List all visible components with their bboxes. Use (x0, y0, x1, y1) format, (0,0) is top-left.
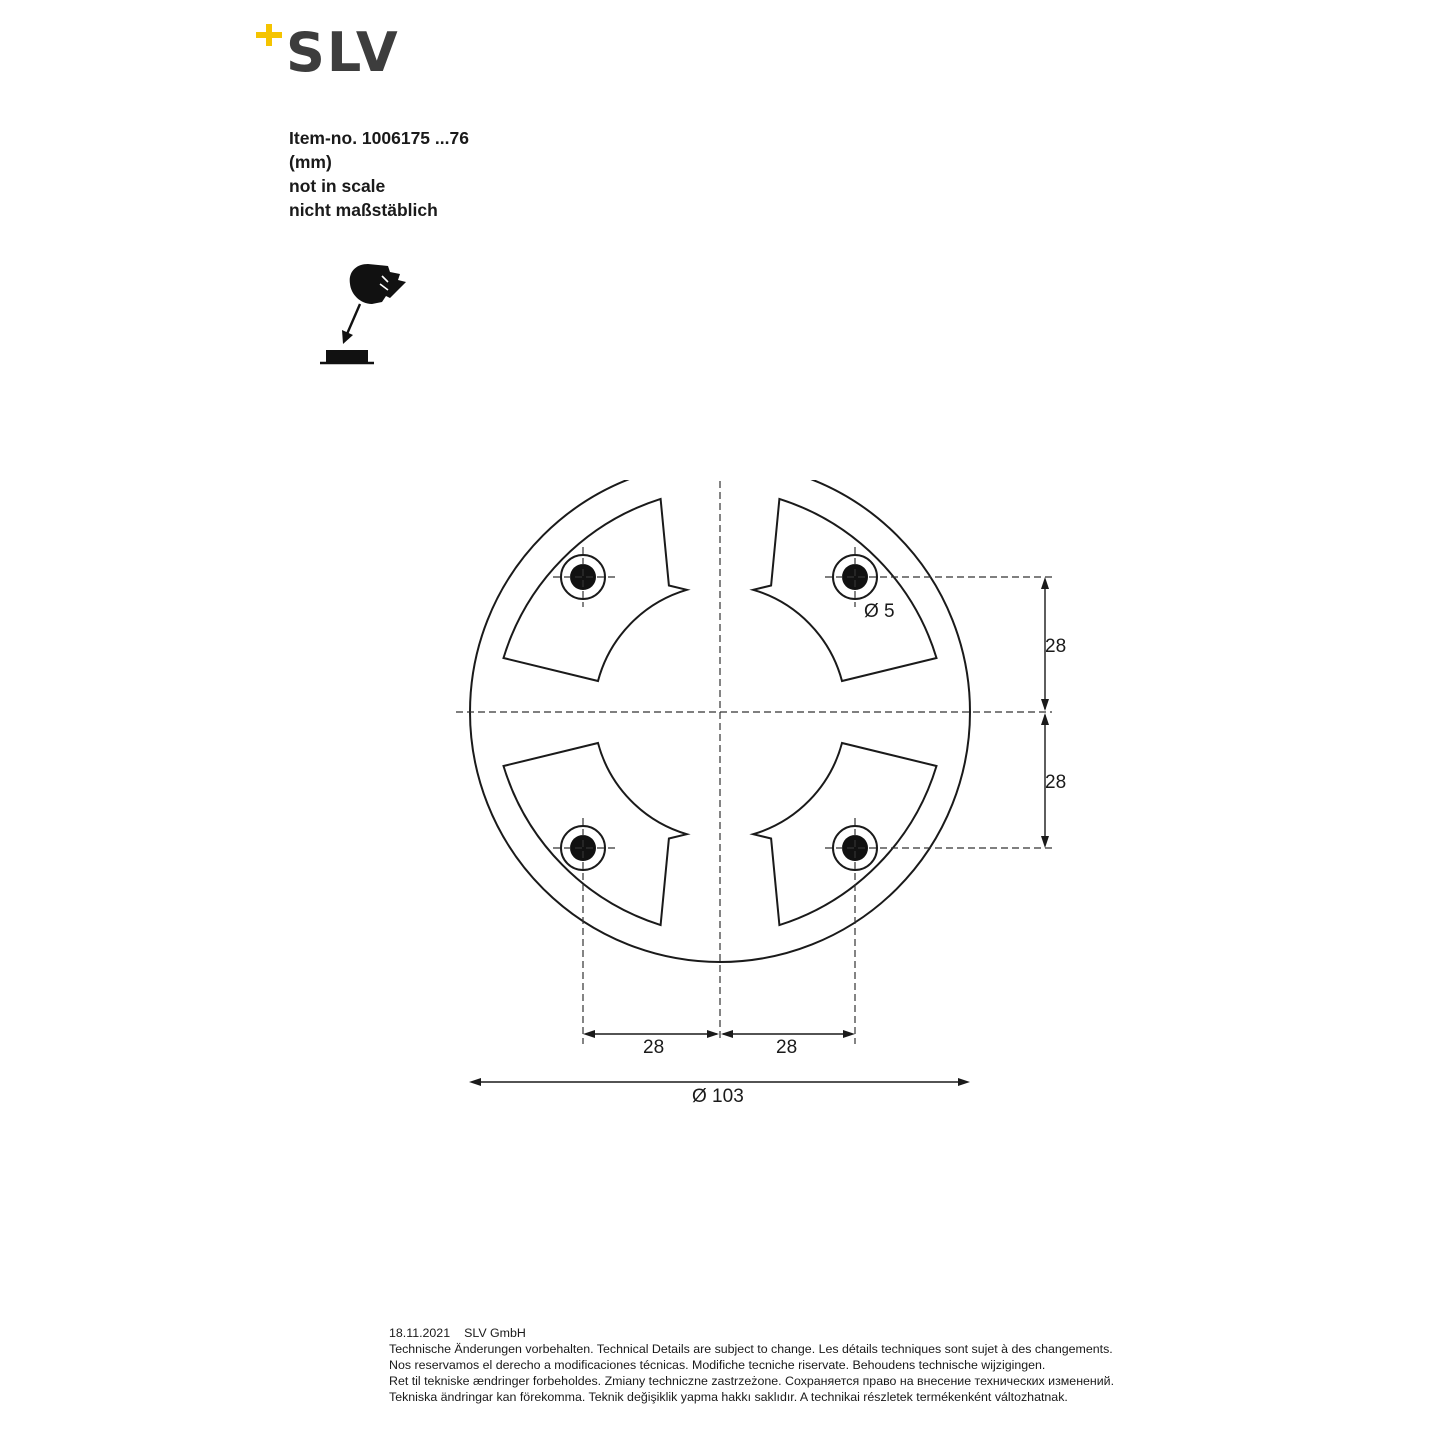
unit-label: (mm) (289, 152, 332, 172)
item-number: Item-no. 1006175 ...76 (289, 128, 469, 148)
scale-note-de: nicht maßstäblich (289, 200, 438, 220)
footer-line: Tekniska ändringar kan förekomma. Teknik değişiklik yapma hakkı saklıdır. A technikai részletek termékenként változhatnak. (389, 1390, 1068, 1404)
footer-disclaimer (389, 1325, 1114, 1405)
sector-top-left (504, 499, 687, 681)
footer-company: SLV GmbH (464, 1326, 526, 1340)
label-hole-diameter: Ø 5 (864, 601, 895, 622)
label-dim-horizontal-right: 28 (776, 1037, 798, 1058)
label-outer-diameter: Ø 103 (692, 1086, 744, 1107)
technical-drawing (440, 480, 1100, 1130)
label-dim-horizontal-left: 28 (643, 1037, 665, 1058)
label-dim-vertical-bottom: 28 (1045, 772, 1067, 793)
label-dim-vertical-top: 28 (1045, 636, 1067, 657)
footer-meta (389, 1325, 1114, 1341)
sector-top-right (753, 499, 936, 681)
scale-note-en: not in scale (289, 176, 386, 196)
footer-line: Ret til tekniske ændringer forbeholdes. Zmiany techniczne zastrzeżone. Сохраняется право на внесение технических изменений. (389, 1374, 1115, 1388)
item-info (289, 126, 469, 222)
sector-bottom-right (753, 743, 936, 925)
hand-pressing-into-ground-icon (316, 262, 412, 368)
slv-logo (252, 22, 402, 88)
footer-line: Nos reservamos el derecho a modificaciones técnicas. Modifiche tecniche riservate. Behoudens technische wijzigingen. (389, 1358, 1046, 1372)
sector-bottom-left (504, 743, 687, 925)
logo-text: SLV (286, 21, 400, 84)
footer-date: 18.11.2021 (389, 1326, 451, 1340)
footer-line: Technische Änderungen vorbehalten. Technical Details are subject to change. Les détails techniques sont sujet à des changements. (389, 1342, 1113, 1356)
